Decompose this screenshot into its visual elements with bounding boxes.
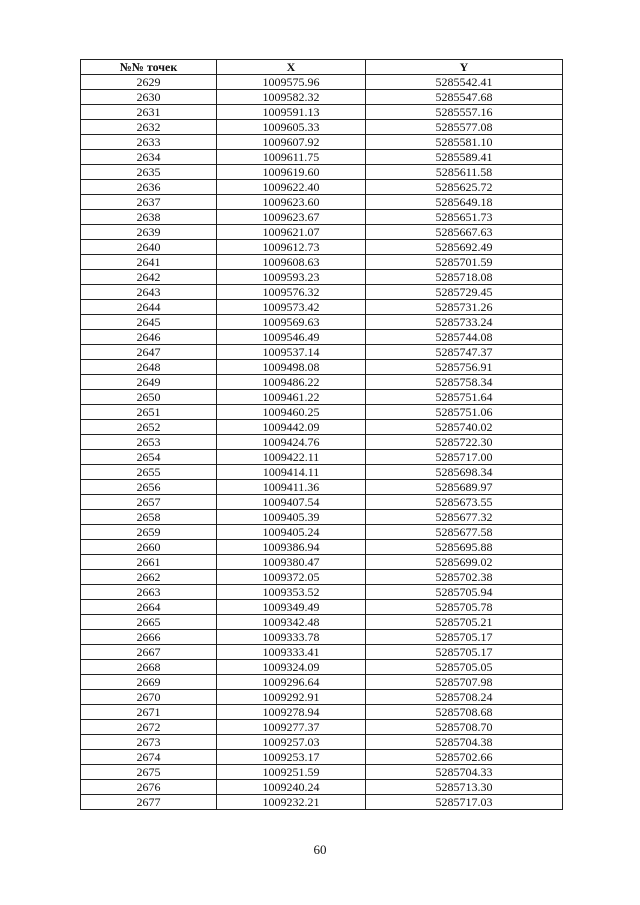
cell-point-number: 2629 [81, 75, 217, 90]
cell-point-number: 2644 [81, 300, 217, 315]
cell-y: 5285717.03 [366, 795, 563, 810]
table-row [81, 600, 563, 615]
table-row [81, 510, 563, 525]
cell-x: 1009405.24 [217, 525, 366, 540]
cell-point-number: 2639 [81, 225, 217, 240]
cell-x: 1009411.36 [217, 480, 366, 495]
cell-x: 1009380.47 [217, 555, 366, 570]
cell-y: 5285747.37 [366, 345, 563, 360]
cell-x: 1009333.78 [217, 630, 366, 645]
cell-x: 1009292.91 [217, 690, 366, 705]
cell-x: 1009460.25 [217, 405, 366, 420]
cell-x: 1009608.63 [217, 255, 366, 270]
cell-point-number: 2674 [81, 750, 217, 765]
table-row [81, 345, 563, 360]
cell-x: 1009593.23 [217, 270, 366, 285]
cell-point-number: 2646 [81, 330, 217, 345]
cell-point-number: 2650 [81, 390, 217, 405]
cell-point-number: 2666 [81, 630, 217, 645]
cell-point-number: 2638 [81, 210, 217, 225]
table-row [81, 90, 563, 105]
cell-y: 5285756.91 [366, 360, 563, 375]
cell-x: 1009537.14 [217, 345, 366, 360]
cell-x: 1009414.11 [217, 465, 366, 480]
cell-point-number: 2653 [81, 435, 217, 450]
table-row [81, 735, 563, 750]
table-row [81, 675, 563, 690]
table-row [81, 705, 563, 720]
cell-x: 1009623.67 [217, 210, 366, 225]
cell-y: 5285704.33 [366, 765, 563, 780]
cell-point-number: 2640 [81, 240, 217, 255]
cell-point-number: 2649 [81, 375, 217, 390]
cell-y: 5285713.30 [366, 780, 563, 795]
cell-y: 5285704.38 [366, 735, 563, 750]
cell-point-number: 2642 [81, 270, 217, 285]
cell-x: 1009442.09 [217, 420, 366, 435]
cell-x: 1009372.05 [217, 570, 366, 585]
table-row [81, 330, 563, 345]
cell-y: 5285751.64 [366, 390, 563, 405]
cell-point-number: 2631 [81, 105, 217, 120]
cell-y: 5285677.32 [366, 510, 563, 525]
page-number: 60 [313, 842, 327, 857]
table-row [81, 75, 563, 90]
table-row [81, 360, 563, 375]
table-row [81, 570, 563, 585]
cell-point-number: 2661 [81, 555, 217, 570]
table-row [81, 150, 563, 165]
cell-x: 1009498.08 [217, 360, 366, 375]
cell-y: 5285705.17 [366, 645, 563, 660]
cell-point-number: 2673 [81, 735, 217, 750]
cell-x: 1009619.60 [217, 165, 366, 180]
header-point-number: №№ точек [81, 60, 217, 75]
cell-point-number: 2667 [81, 645, 217, 660]
cell-point-number: 2630 [81, 90, 217, 105]
cell-y: 5285708.70 [366, 720, 563, 735]
cell-point-number: 2652 [81, 420, 217, 435]
cell-y: 5285581.10 [366, 135, 563, 150]
cell-point-number: 2676 [81, 780, 217, 795]
table-row [81, 390, 563, 405]
table-row [81, 555, 563, 570]
cell-point-number: 2663 [81, 585, 217, 600]
table-body [81, 75, 563, 810]
cell-x: 1009349.49 [217, 600, 366, 615]
cell-y: 5285625.72 [366, 180, 563, 195]
cell-point-number: 2675 [81, 765, 217, 780]
cell-point-number: 2655 [81, 465, 217, 480]
cell-y: 5285733.24 [366, 315, 563, 330]
table-row [81, 465, 563, 480]
table-row [81, 180, 563, 195]
table-row [81, 195, 563, 210]
table-row [81, 450, 563, 465]
cell-y: 5285673.55 [366, 495, 563, 510]
table-row [81, 315, 563, 330]
cell-y: 5285702.38 [366, 570, 563, 585]
table-row [81, 645, 563, 660]
cell-x: 1009611.75 [217, 150, 366, 165]
cell-y: 5285692.49 [366, 240, 563, 255]
table-row [81, 585, 563, 600]
cell-y: 5285651.73 [366, 210, 563, 225]
header-y: Y [366, 60, 563, 75]
cell-point-number: 2656 [81, 480, 217, 495]
cell-y: 5285744.08 [366, 330, 563, 345]
table-row [81, 285, 563, 300]
cell-point-number: 2669 [81, 675, 217, 690]
cell-point-number: 2633 [81, 135, 217, 150]
table-row [81, 525, 563, 540]
cell-point-number: 2659 [81, 525, 217, 540]
cell-x: 1009353.52 [217, 585, 366, 600]
cell-y: 5285611.58 [366, 165, 563, 180]
cell-y: 5285577.08 [366, 120, 563, 135]
cell-x: 1009253.17 [217, 750, 366, 765]
cell-point-number: 2648 [81, 360, 217, 375]
coordinates-table [80, 59, 563, 810]
cell-x: 1009240.24 [217, 780, 366, 795]
cell-x: 1009623.60 [217, 195, 366, 210]
table-row [81, 120, 563, 135]
cell-point-number: 2634 [81, 150, 217, 165]
cell-x: 1009424.76 [217, 435, 366, 450]
cell-x: 1009576.32 [217, 285, 366, 300]
cell-point-number: 2641 [81, 255, 217, 270]
cell-point-number: 2672 [81, 720, 217, 735]
cell-point-number: 2637 [81, 195, 217, 210]
table-row [81, 165, 563, 180]
cell-y: 5285708.24 [366, 690, 563, 705]
cell-point-number: 2658 [81, 510, 217, 525]
table-row [81, 630, 563, 645]
cell-x: 1009278.94 [217, 705, 366, 720]
cell-y: 5285667.63 [366, 225, 563, 240]
table-row [81, 615, 563, 630]
cell-x: 1009582.32 [217, 90, 366, 105]
cell-x: 1009251.59 [217, 765, 366, 780]
cell-y: 5285717.00 [366, 450, 563, 465]
cell-point-number: 2670 [81, 690, 217, 705]
cell-y: 5285718.08 [366, 270, 563, 285]
cell-x: 1009569.63 [217, 315, 366, 330]
cell-y: 5285547.68 [366, 90, 563, 105]
cell-x: 1009405.39 [217, 510, 366, 525]
cell-point-number: 2647 [81, 345, 217, 360]
cell-y: 5285589.41 [366, 150, 563, 165]
table-row [81, 255, 563, 270]
cell-x: 1009486.22 [217, 375, 366, 390]
header-row [81, 60, 563, 75]
cell-point-number: 2651 [81, 405, 217, 420]
cell-x: 1009622.40 [217, 180, 366, 195]
cell-x: 1009324.09 [217, 660, 366, 675]
table-row [81, 435, 563, 450]
cell-y: 5285542.41 [366, 75, 563, 90]
cell-x: 1009407.54 [217, 495, 366, 510]
table-row [81, 420, 563, 435]
cell-y: 5285705.21 [366, 615, 563, 630]
cell-x: 1009232.21 [217, 795, 366, 810]
cell-x: 1009277.37 [217, 720, 366, 735]
table-row [81, 690, 563, 705]
cell-y: 5285699.02 [366, 555, 563, 570]
cell-x: 1009612.73 [217, 240, 366, 255]
cell-y: 5285701.59 [366, 255, 563, 270]
cell-y: 5285649.18 [366, 195, 563, 210]
table-row [81, 210, 563, 225]
table-row [81, 540, 563, 555]
cell-point-number: 2654 [81, 450, 217, 465]
table-row [81, 375, 563, 390]
table-row [81, 720, 563, 735]
cell-point-number: 2671 [81, 705, 217, 720]
cell-y: 5285677.58 [366, 525, 563, 540]
table-row [81, 225, 563, 240]
table-row [81, 750, 563, 765]
cell-y: 5285758.34 [366, 375, 563, 390]
table-row [81, 300, 563, 315]
cell-y: 5285722.30 [366, 435, 563, 450]
cell-point-number: 2664 [81, 600, 217, 615]
table-header [81, 60, 563, 75]
cell-point-number: 2668 [81, 660, 217, 675]
cell-y: 5285705.17 [366, 630, 563, 645]
table-row [81, 480, 563, 495]
table-row [81, 795, 563, 810]
cell-y: 5285557.16 [366, 105, 563, 120]
table-row [81, 270, 563, 285]
cell-y: 5285740.02 [366, 420, 563, 435]
table-row [81, 780, 563, 795]
cell-x: 1009386.94 [217, 540, 366, 555]
table-row [81, 660, 563, 675]
cell-x: 1009257.03 [217, 735, 366, 750]
cell-y: 5285689.97 [366, 480, 563, 495]
cell-x: 1009605.33 [217, 120, 366, 135]
cell-x: 1009607.92 [217, 135, 366, 150]
cell-point-number: 2665 [81, 615, 217, 630]
cell-x: 1009591.13 [217, 105, 366, 120]
cell-y: 5285729.45 [366, 285, 563, 300]
cell-y: 5285695.88 [366, 540, 563, 555]
cell-y: 5285731.26 [366, 300, 563, 315]
cell-y: 5285702.66 [366, 750, 563, 765]
cell-point-number: 2635 [81, 165, 217, 180]
cell-point-number: 2660 [81, 540, 217, 555]
cell-point-number: 2636 [81, 180, 217, 195]
cell-x: 1009422.11 [217, 450, 366, 465]
cell-x: 1009461.22 [217, 390, 366, 405]
cell-point-number: 2645 [81, 315, 217, 330]
cell-x: 1009333.41 [217, 645, 366, 660]
cell-x: 1009546.49 [217, 330, 366, 345]
cell-y: 5285705.94 [366, 585, 563, 600]
cell-point-number: 2632 [81, 120, 217, 135]
cell-point-number: 2662 [81, 570, 217, 585]
cell-x: 1009342.48 [217, 615, 366, 630]
cell-y: 5285707.98 [366, 675, 563, 690]
cell-y: 5285698.34 [366, 465, 563, 480]
table-row [81, 405, 563, 420]
cell-point-number: 2677 [81, 795, 217, 810]
table-row [81, 765, 563, 780]
cell-y: 5285705.05 [366, 660, 563, 675]
table-row [81, 105, 563, 120]
cell-y: 5285708.68 [366, 705, 563, 720]
table-row [81, 495, 563, 510]
cell-x: 1009575.96 [217, 75, 366, 90]
cell-x: 1009573.42 [217, 300, 366, 315]
cell-y: 5285705.78 [366, 600, 563, 615]
table-row [81, 240, 563, 255]
cell-point-number: 2643 [81, 285, 217, 300]
cell-y: 5285751.06 [366, 405, 563, 420]
cell-x: 1009621.07 [217, 225, 366, 240]
table-row [81, 135, 563, 150]
cell-x: 1009296.64 [217, 675, 366, 690]
cell-point-number: 2657 [81, 495, 217, 510]
header-x: X [217, 60, 366, 75]
